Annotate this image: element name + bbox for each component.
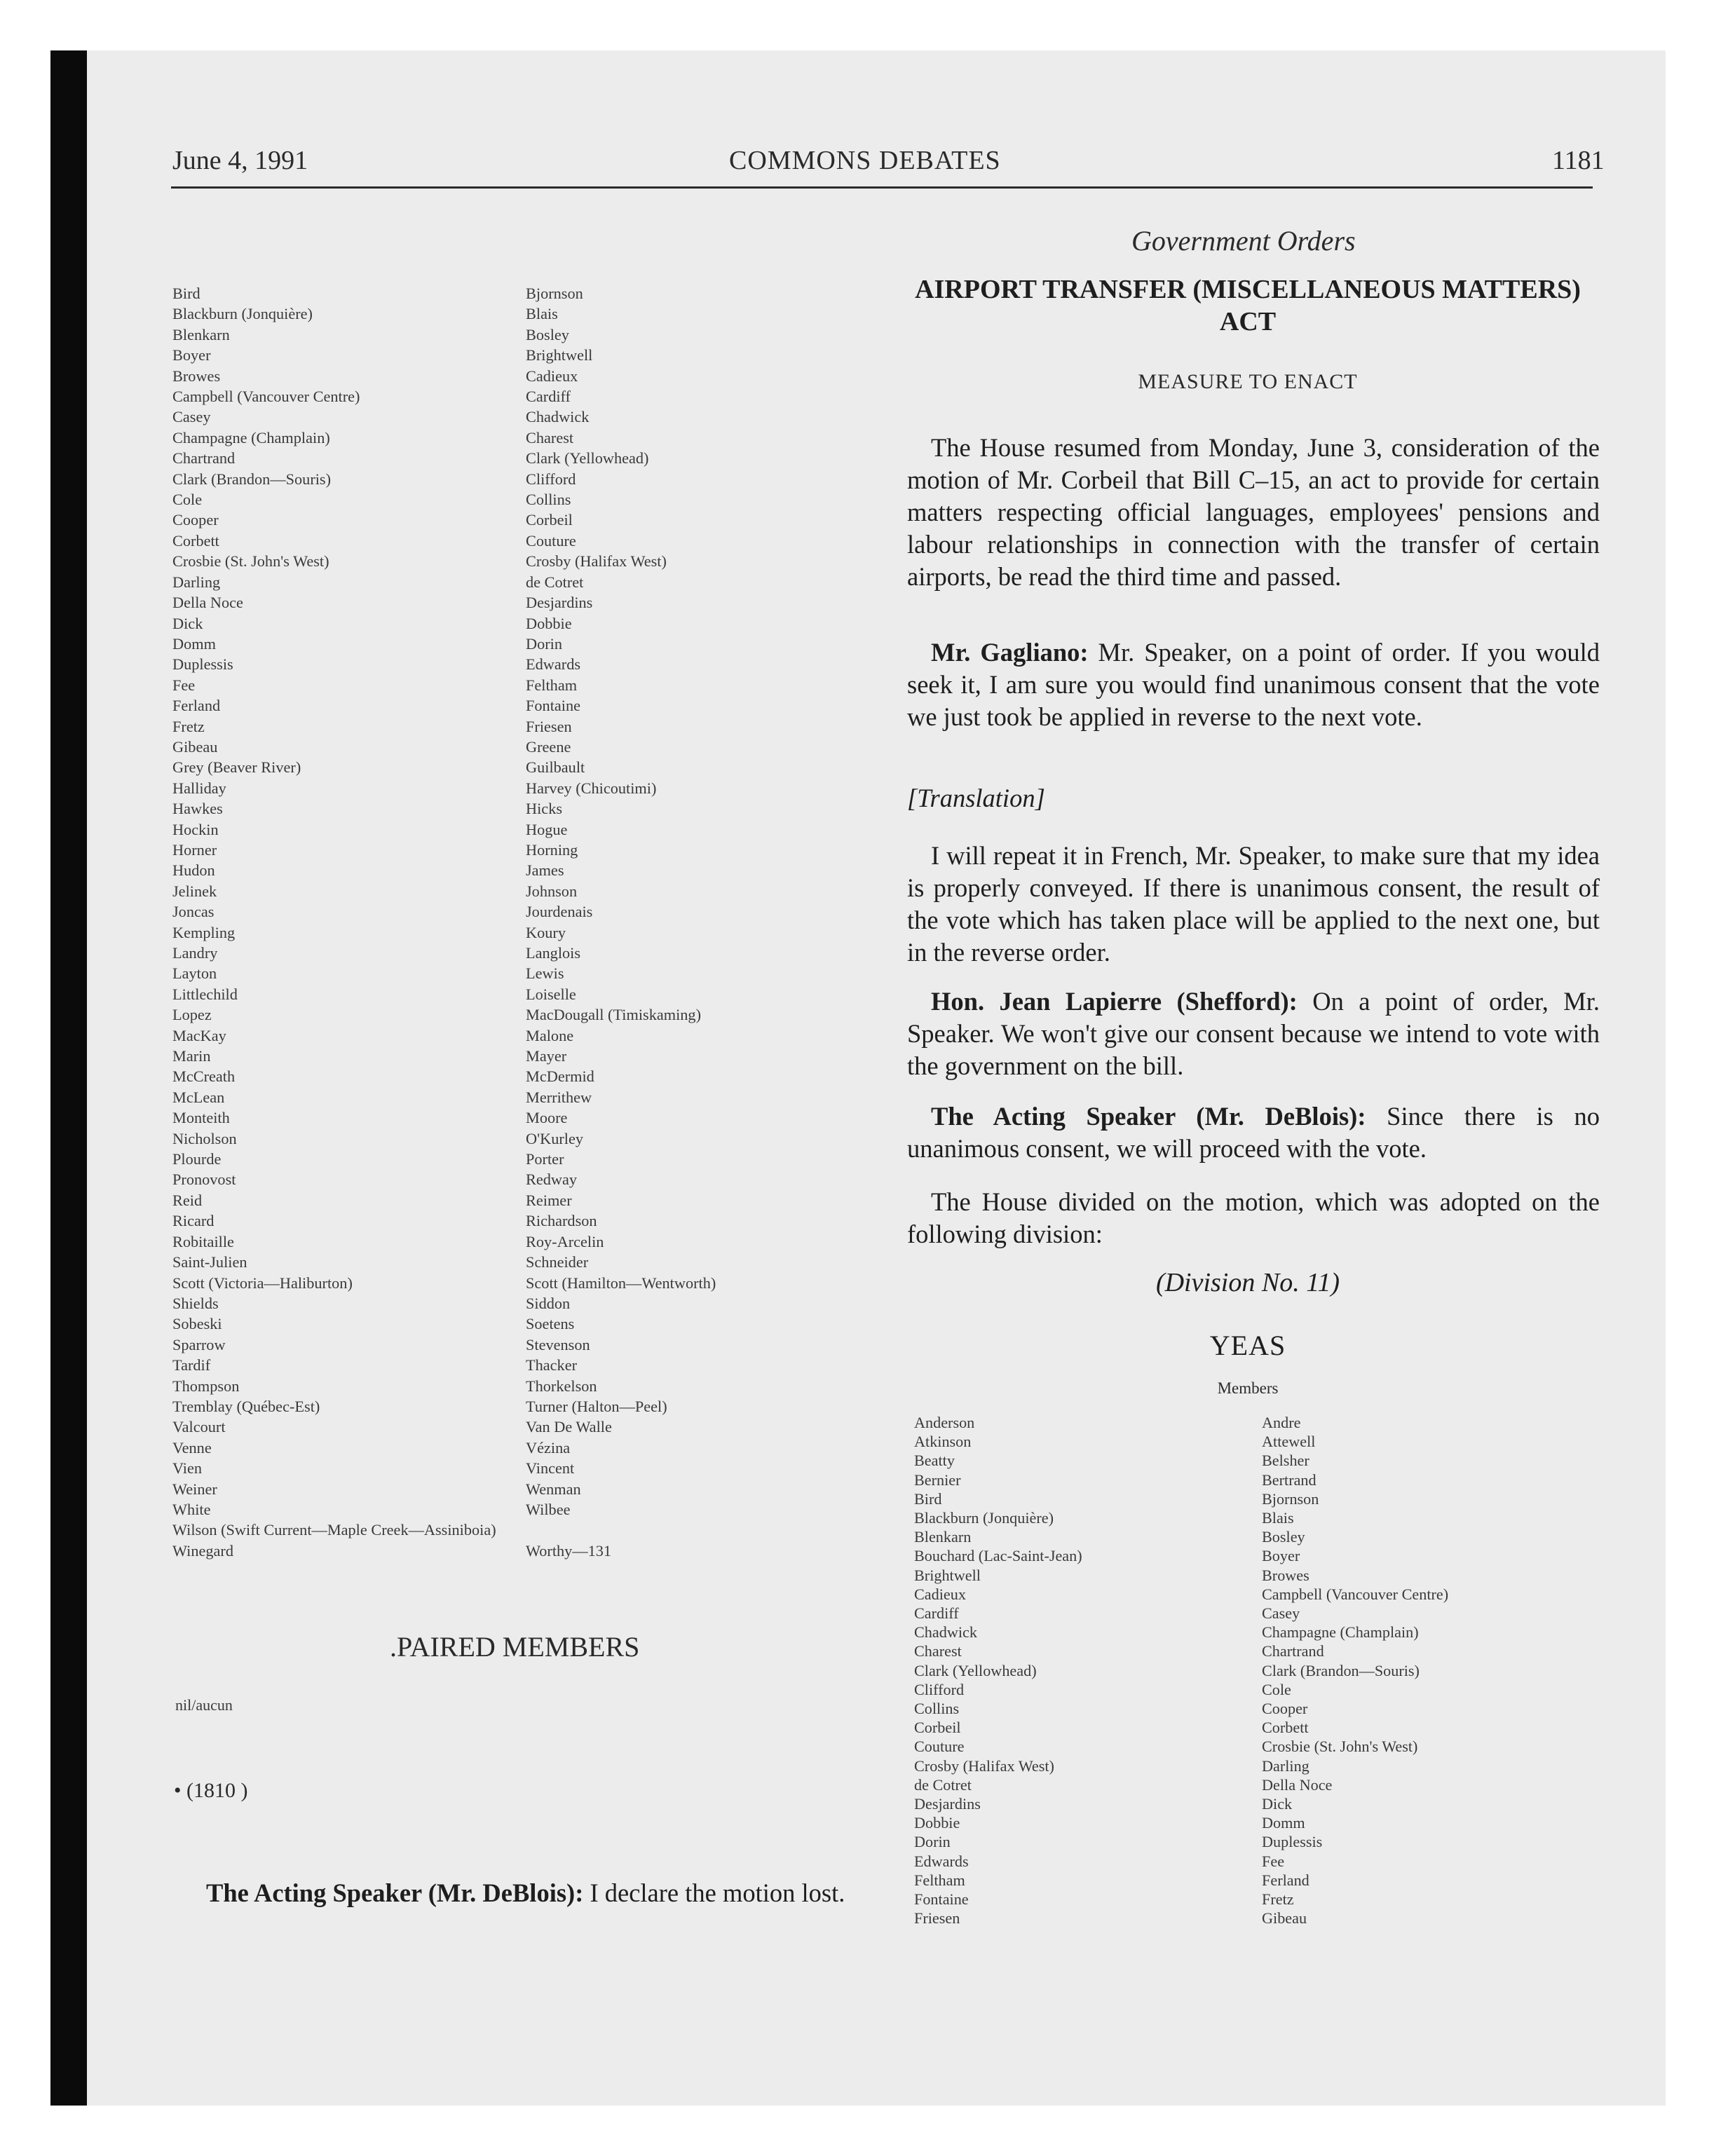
member-name: Blais: [1262, 1509, 1294, 1527]
member-name: Boyer: [1262, 1547, 1300, 1565]
member-name: Scott (Victoria—Haliburton): [172, 1274, 353, 1292]
member-name: Loiselle: [526, 985, 576, 1003]
member-name: [526, 1520, 716, 1540]
member-name: Blais: [526, 305, 558, 323]
member-name: Chadwick: [914, 1623, 977, 1642]
member-name: Clark (Yellowhead): [526, 449, 649, 468]
member-name: Joncas: [172, 903, 215, 921]
speaker-name: Mr. Gagliano:: [931, 638, 1089, 667]
member-name: Corbeil: [526, 511, 573, 529]
member-name: Jourdenais: [526, 903, 593, 921]
member-name: Beatty: [914, 1452, 955, 1470]
member-name: Guilbault: [526, 758, 585, 777]
member-name: Worthy—131: [526, 1541, 612, 1560]
member-name: Clark (Yellowhead): [914, 1661, 1037, 1679]
member-name: de Cotret: [914, 1775, 972, 1794]
member-name: Bosley: [1262, 1528, 1305, 1546]
member-name: Della Noce: [1262, 1775, 1333, 1794]
paragraph-lapierre: [907, 985, 1600, 1082]
member-name: MacKay: [172, 1026, 226, 1044]
member-name: Cooper: [172, 511, 219, 529]
member-name: Gibeau: [1262, 1909, 1307, 1928]
member-name: Edwards: [914, 1852, 969, 1870]
member-name: Grey (Beaver River): [172, 758, 301, 777]
member-name: Plourde: [172, 1150, 222, 1168]
member-name: Cadieux: [526, 367, 578, 385]
member-name: Fretz: [172, 717, 205, 735]
section-heading: Government Orders: [1131, 225, 1356, 257]
paragraph-resumed: The House resumed from Monday, June 3, consideration of the motion of Mr. Corbeil that Bill C–15, an act to provide for certain matters respecting official languages, employees' pensions and labour relationships in connection with the transfer of certain airports, be read the third time and passed.: [907, 433, 1600, 591]
member-name: Fee: [172, 676, 196, 694]
member-name: Ferland: [1262, 1871, 1309, 1889]
member-name: Collins: [526, 491, 571, 509]
member-name: Browes: [1262, 1566, 1309, 1584]
member-name: Champagne (Champlain): [172, 428, 330, 446]
member-name: Dobbie: [526, 614, 572, 632]
member-name: Belsher: [1262, 1452, 1309, 1470]
header-date: June 4, 1991: [172, 146, 308, 175]
member-name: Weiner: [172, 1480, 217, 1498]
member-name: Nicholson: [172, 1129, 237, 1147]
member-name: Anderson: [914, 1414, 975, 1431]
member-name: Siddon: [526, 1294, 571, 1312]
member-name: Soetens: [526, 1315, 575, 1333]
member-name: McDermid: [526, 1067, 594, 1086]
bill-title: AIRPORT TRANSFER (MISCELLANEOUS MATTERS) ACT: [915, 275, 1581, 336]
member-name: Porter: [526, 1150, 564, 1168]
member-name: Thacker: [526, 1356, 578, 1374]
nays-list-column-1: [172, 283, 496, 1561]
member-name: Shields: [172, 1294, 219, 1312]
member-name: Corbett: [1262, 1719, 1309, 1737]
member-name: Monteith: [172, 1109, 230, 1127]
member-name: Crosbie (St. John's West): [1262, 1738, 1418, 1756]
member-name: Pronovost: [172, 1171, 236, 1189]
member-name: Chartrand: [172, 449, 236, 468]
member-name: Cole: [172, 491, 203, 509]
member-name: Crosby (Halifax West): [526, 552, 667, 571]
member-name: Friesen: [526, 717, 572, 735]
nays-list-column-2: [526, 283, 716, 1561]
member-name: Hockin: [172, 820, 219, 838]
member-name: Ricard: [172, 1212, 215, 1230]
member-name: Corbeil: [914, 1719, 961, 1737]
member-name: Bertrand: [1262, 1471, 1316, 1489]
paragraph-gagliano: [907, 636, 1600, 733]
member-name: Campbell (Vancouver Centre): [172, 388, 360, 406]
member-name: White: [172, 1500, 211, 1518]
member-name: Wenman: [526, 1480, 581, 1498]
member-name: Tardif: [172, 1356, 211, 1374]
member-name: Stevenson: [526, 1335, 590, 1353]
declare-motion-lost: [178, 1877, 875, 1909]
header-title: COMMONS DEBATES: [729, 146, 1001, 175]
member-name: Clark (Brandon—Souris): [1262, 1661, 1420, 1679]
member-name: Jelinek: [172, 882, 217, 900]
member-name: Bernier: [914, 1471, 961, 1489]
member-name: Halliday: [172, 779, 226, 797]
member-name: Horning: [526, 840, 578, 859]
member-name: Cooper: [1262, 1700, 1308, 1718]
member-name: Layton: [172, 964, 217, 983]
member-name: Hogue: [526, 820, 568, 838]
member-name: Gibeau: [172, 737, 218, 756]
member-name: Scott (Hamilton—Wentworth): [526, 1274, 716, 1292]
member-name: Champagne (Champlain): [1262, 1623, 1419, 1642]
member-name: Attewell: [1262, 1433, 1316, 1451]
member-name: Redway: [526, 1171, 578, 1189]
member-name: Browes: [172, 367, 221, 385]
member-name: Bird: [914, 1489, 942, 1508]
member-name: Vézina: [526, 1438, 571, 1456]
yeas-heading: YEAS: [1209, 1330, 1286, 1361]
member-name: Darling: [1262, 1756, 1309, 1775]
member-name: Reid: [172, 1191, 203, 1209]
member-name: Turner (Halton—Peel): [526, 1397, 667, 1415]
yeas-list-column-1: [914, 1413, 1082, 1928]
member-name: Hudon: [172, 861, 215, 880]
member-name: Clifford: [914, 1680, 965, 1698]
member-name: Thompson: [172, 1377, 240, 1395]
member-name: Johnson: [526, 882, 578, 900]
member-name: Thorkelson: [526, 1377, 597, 1395]
member-name: Harvey (Chicoutimi): [526, 779, 657, 797]
speaker-name: Hon. Jean Lapierre (Shefford):: [931, 987, 1298, 1016]
member-name: Lopez: [172, 1006, 212, 1024]
division-number: (Division No. 11): [1155, 1268, 1340, 1297]
member-name: Chadwick: [526, 408, 590, 426]
member-name: Desjardins: [914, 1795, 981, 1813]
member-name: Feltham: [526, 676, 578, 694]
member-name: Wilbee: [526, 1500, 571, 1518]
member-name: Sobeski: [172, 1315, 222, 1333]
member-name: Desjardins: [526, 594, 593, 612]
members-subheading: Members: [1217, 1379, 1279, 1397]
bill-subtitle: MEASURE TO ENACT: [1138, 370, 1358, 393]
member-name: Crosby (Halifax West): [914, 1756, 1054, 1775]
member-name: Charest: [526, 428, 574, 446]
member-name: Dorin: [526, 634, 563, 653]
member-name: Chartrand: [1262, 1642, 1324, 1660]
member-name: Vincent: [526, 1459, 575, 1478]
member-name: Bjornson: [1262, 1489, 1319, 1508]
member-name: Wilson (Swift Current—Maple Creek—Assiniboia): [172, 1521, 496, 1539]
member-name: Brightwell: [526, 346, 593, 364]
member-name: Koury: [526, 923, 566, 941]
member-name: Cardiff: [526, 388, 571, 406]
member-name: Cadieux: [914, 1585, 966, 1603]
member-name: Fontaine: [526, 697, 581, 715]
translation-marker: [Translation]: [907, 784, 1045, 812]
member-name: Robitaille: [172, 1232, 234, 1250]
member-name: Bjornson: [526, 285, 583, 302]
member-name: Couture: [914, 1738, 965, 1756]
member-name: Ferland: [172, 697, 221, 715]
member-name: McLean: [172, 1088, 225, 1106]
member-name: Boyer: [172, 346, 211, 364]
member-name: de Cotret: [526, 573, 584, 591]
member-name: Domm: [172, 634, 216, 653]
member-name: Moore: [526, 1109, 568, 1127]
member-name: Venne: [172, 1438, 212, 1456]
member-name: O'Kurley: [526, 1129, 584, 1147]
member-name: Blackburn (Jonquière): [914, 1509, 1054, 1527]
member-name: Langlois: [526, 944, 581, 962]
member-name: Casey: [172, 408, 211, 426]
member-name: Blackburn (Jonquière): [172, 305, 313, 323]
member-name: Fee: [1262, 1852, 1285, 1870]
member-name: Winegard: [172, 1541, 234, 1560]
member-name: Cole: [1262, 1680, 1291, 1698]
member-name: Edwards: [526, 655, 581, 674]
member-name: Bouchard (Lac-Saint-Jean): [914, 1547, 1082, 1565]
member-name: Atkinson: [914, 1433, 972, 1451]
member-name: Hawkes: [172, 800, 223, 818]
member-name: Lewis: [526, 964, 564, 983]
member-name: Mayer: [526, 1047, 567, 1065]
member-name: Duplessis: [1262, 1833, 1323, 1851]
member-name: Blenkarn: [914, 1528, 972, 1546]
member-name: Dorin: [914, 1833, 951, 1851]
member-name: Collins: [914, 1700, 960, 1718]
member-name: Della Noce: [172, 594, 243, 612]
member-name: Campbell (Vancouver Centre): [1262, 1585, 1449, 1603]
speech-text: I declare the motion lost.: [583, 1878, 845, 1907]
member-name: Richardson: [526, 1212, 597, 1230]
member-name: Duplessis: [172, 655, 233, 674]
member-name: Van De Walle: [526, 1418, 612, 1436]
speaker-name: The Acting Speaker (Mr. DeBlois):: [931, 1102, 1366, 1131]
speech-text: On a point of order, Mr. Speaker. We won't give our consent because we intend to vote with the government on the bill.: [907, 987, 1600, 1080]
member-name: Tremblay (Québec-Est): [172, 1397, 320, 1415]
member-name: Roy-Arcelin: [526, 1232, 604, 1250]
scan-edge: [50, 50, 87, 2106]
member-name: Bosley: [526, 325, 569, 343]
member-name: Feltham: [914, 1871, 965, 1889]
member-name: Dick: [172, 614, 203, 632]
member-name: Fretz: [1262, 1890, 1294, 1909]
member-name: Dick: [1262, 1795, 1293, 1813]
member-name: McCreath: [172, 1067, 236, 1086]
header-rule: [171, 186, 1593, 189]
member-name: Crosbie (St. John's West): [172, 552, 329, 571]
member-name: Charest: [914, 1642, 962, 1660]
member-name: Vien: [172, 1459, 203, 1478]
member-name: Corbett: [172, 531, 219, 550]
timestamp-marker: • (1810 ): [174, 1779, 248, 1802]
member-name: Dobbie: [914, 1814, 960, 1832]
paragraph-division: The House divided on the motion, which was adopted on the following division:: [907, 1187, 1600, 1248]
member-name: Littlechild: [172, 985, 238, 1003]
member-name: MacDougall (Timiskaming): [526, 1006, 702, 1024]
speech-text: Mr. Speaker, on a point of order. If you would seek it, I am sure you would find unanimous consent that the vote we just took be applied in reverse to the next vote.: [907, 638, 1600, 731]
member-name: Marin: [172, 1047, 211, 1065]
member-name: Darling: [172, 573, 221, 591]
member-name: Fontaine: [914, 1890, 969, 1909]
member-name: Horner: [172, 840, 217, 859]
paired-members-value: nil/aucun: [175, 1696, 233, 1714]
member-name: Saint-Julien: [172, 1253, 247, 1271]
speech-text: Since there is no unanimous consent, we will proceed with the vote.: [907, 1102, 1600, 1163]
member-name: Casey: [1262, 1604, 1300, 1623]
member-name: Hicks: [526, 800, 563, 818]
member-name: Clark (Brandon—Souris): [172, 470, 332, 488]
member-name: Reimer: [526, 1191, 572, 1209]
member-name: Domm: [1262, 1814, 1305, 1832]
member-name: Landry: [172, 944, 218, 962]
paragraph-acting-speaker: [907, 1100, 1600, 1165]
header-page-number: 1181: [1552, 146, 1605, 175]
yeas-list-column-2: [1262, 1413, 1448, 1928]
member-name: Valcourt: [172, 1418, 226, 1436]
member-name: Merrithew: [526, 1088, 592, 1106]
member-name: Schneider: [526, 1253, 589, 1271]
member-name: Greene: [526, 737, 571, 756]
member-name: Bird: [172, 285, 200, 302]
member-name: Kempling: [172, 923, 236, 941]
member-name: Andre: [1262, 1414, 1301, 1431]
member-name: Clifford: [526, 470, 576, 488]
member-name: Malone: [526, 1026, 574, 1044]
member-name: Brightwell: [914, 1566, 981, 1584]
member-name: Cardiff: [914, 1604, 959, 1623]
member-name: Friesen: [914, 1909, 960, 1928]
paired-members-heading: .PAIRED MEMBERS: [390, 1631, 640, 1663]
member-name: Couture: [526, 531, 576, 550]
paragraph-french-repeat: I will repeat it in French, Mr. Speaker, to make sure that my idea is properly conveyed. If there is unanimous consent, the result of the vote which has taken place will be applied to the next one, but in the reverse order.: [907, 841, 1600, 967]
member-name: James: [526, 861, 564, 880]
speaker-name: The Acting Speaker (Mr. DeBlois):: [206, 1878, 584, 1907]
member-name: Sparrow: [172, 1335, 226, 1353]
member-name: Blenkarn: [172, 325, 230, 343]
